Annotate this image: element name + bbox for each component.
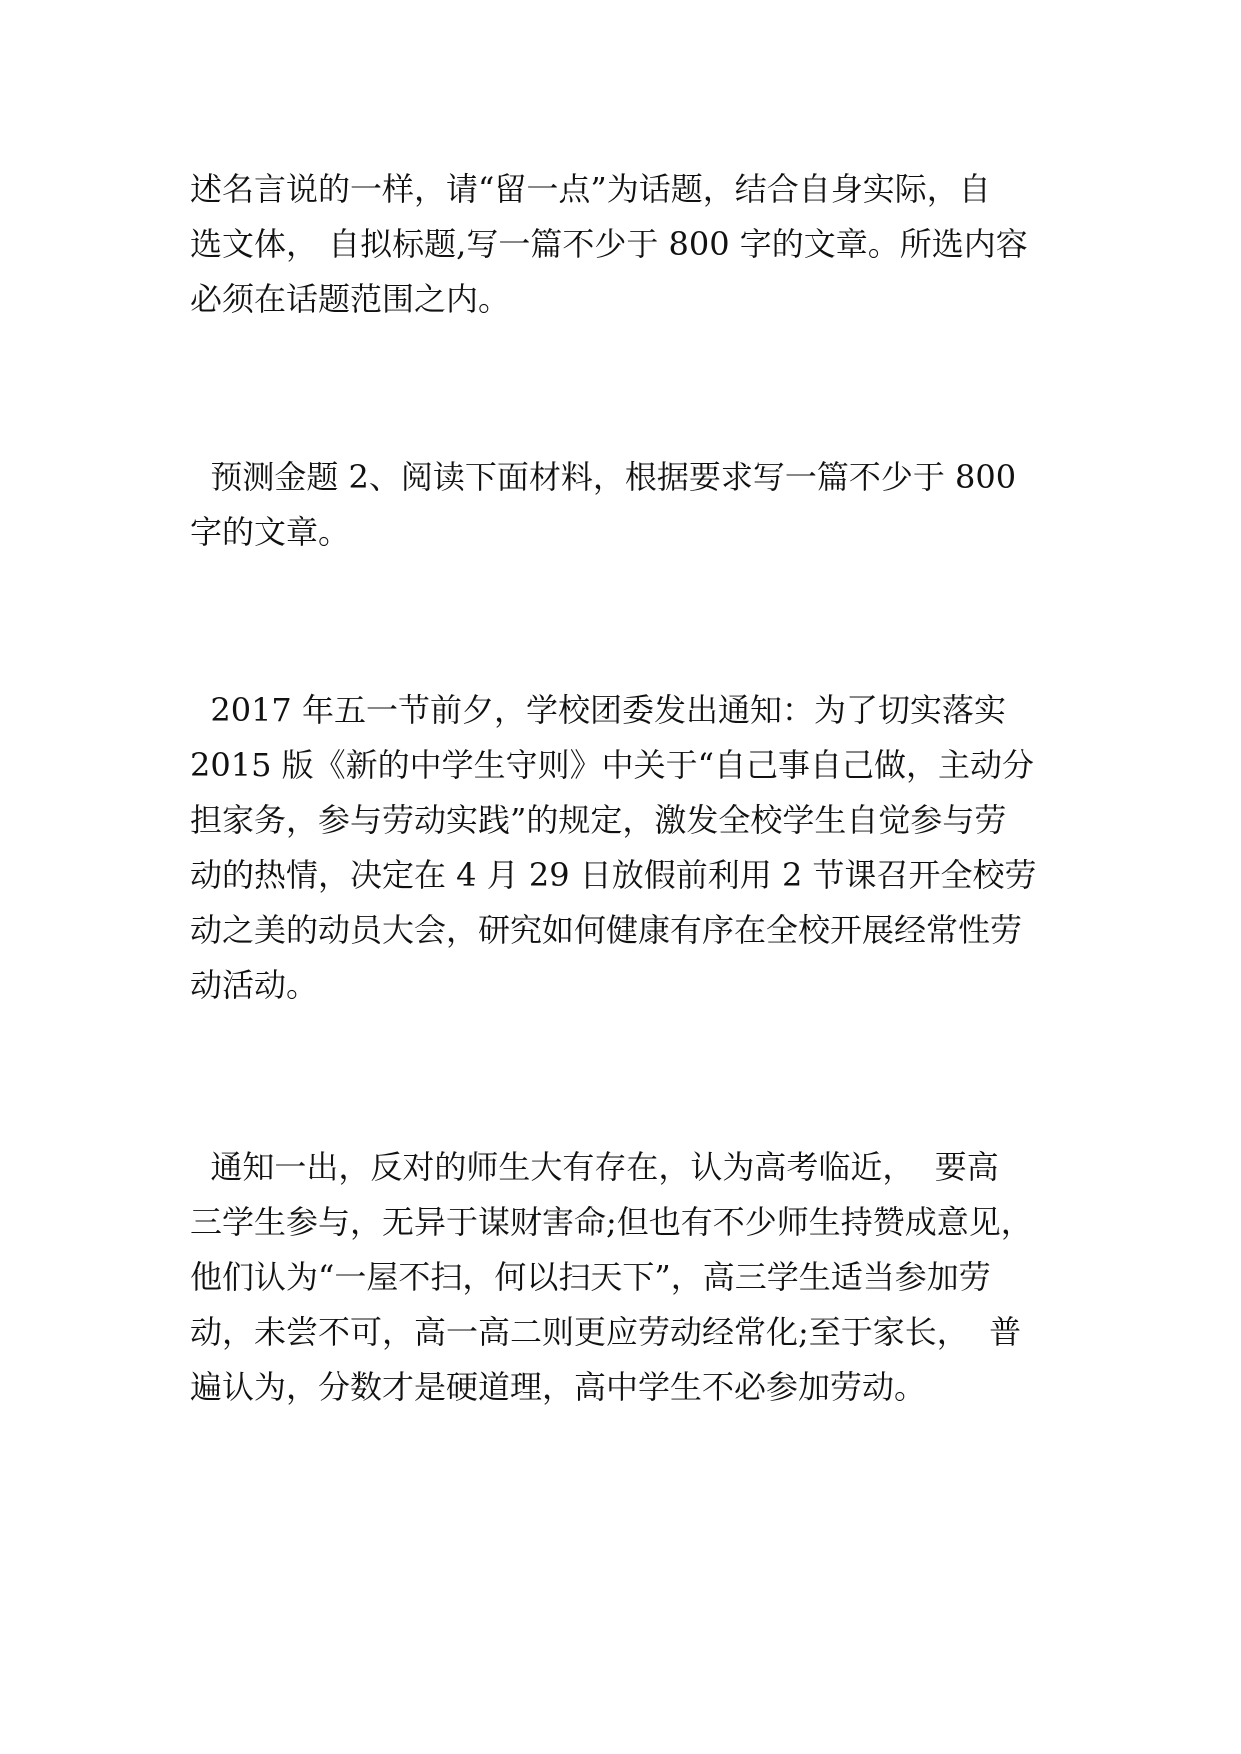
text-line: 预测金题 2、阅读下面材料，根据要求写一篇不少于 800 [190, 458, 1017, 496]
text-line: 遍认为，分数才是硬道理，高中学生不必参加劳动。 [190, 1368, 927, 1406]
text-line: 字的文章。 [190, 513, 351, 551]
text-line: 2017 年五一节前夕，学校团委发出通知：为了切实落实 [190, 691, 1006, 729]
text-line: 2015 版《新的中学生守则》中关于“自己事自己做，主动分 [190, 746, 1034, 784]
text-line: 动之美的动员大会，研究如何健康有序在全校开展经常性劳 [190, 911, 1023, 949]
paragraph-school-notice [190, 683, 1060, 1013]
text-line: 三学生参与，无异于谋财害命;但也有不少师生持赞成意见， [190, 1203, 1033, 1241]
text-line: 他们认为“一屋不扫，何以扫天下”，高三学生适当参加劳 [190, 1258, 991, 1296]
paragraph-essay-requirement [190, 162, 1060, 327]
text-line: 动的热情，决定在 4 月 29 日放假前利用 2 节课召开全校劳 [190, 856, 1037, 894]
paragraph-reactions [190, 1140, 1060, 1415]
text-line: 必须在话题范围之内。 [190, 280, 511, 318]
text-line: 动，未尝不可，高一高二则更应劳动经常化;至于家长， 普 [190, 1313, 1022, 1351]
text-line: 动活动。 [190, 966, 319, 1004]
text-line: 选文体， 自拟标题,写一篇不少于 800 字的文章。所选内容 [190, 225, 1028, 263]
paragraph-prediction-question-2 [190, 450, 1060, 560]
text-line: 通知一出，反对的师生大有存在，认为高考临近， 要高 [190, 1148, 999, 1186]
text-line: 担家务，参与劳动实践”的规定，激发全校学生自觉参与劳 [190, 801, 1007, 839]
text-line: 述名言说的一样，请“留一点”为话题，结合自身实际，自 [190, 170, 991, 208]
